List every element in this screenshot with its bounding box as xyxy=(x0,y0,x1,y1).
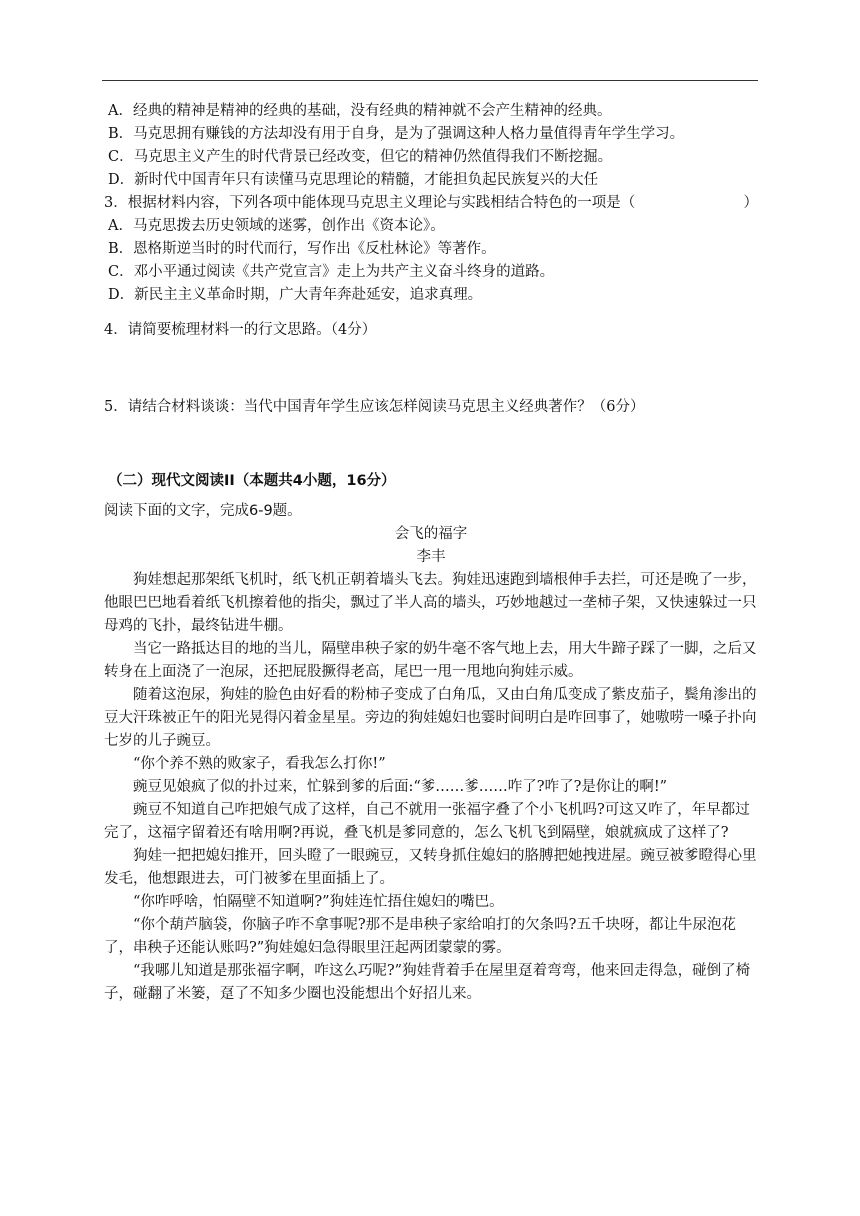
story-author: 李丰 xyxy=(416,549,446,565)
q3-stem: 3．根据材料内容，下列各项中能体现马克思主义理论与实践相结合特色的一项是（ xyxy=(104,195,636,211)
q3-option-b: B．恩格斯逆当时的时代而行，写作出《反杜林论》等著作。 xyxy=(108,241,496,257)
story-paragraph: 豌豆不知道自己咋把娘气成了这样，自己不就用一张福字叠了个小飞机吗?可这又咋了，年早都过完了，这福字留着还有啥用啊?再说，叠飞机是爹同意的，怎么飞机飞到隔壁，娘就疯成了这样了? xyxy=(104,802,750,841)
q3-option-d: D．新民主主义革命时期，广大青年奔赴延安，追求真理。 xyxy=(108,287,483,303)
q3-option-a: A．马克思拨去历史领域的迷雾，创作出《资本论》。 xyxy=(108,218,445,234)
story-body xyxy=(104,569,758,1006)
q3-option-c: C．邓小平通过阅读《共产党宣言》走上为共产主义奋斗终身的道路。 xyxy=(108,264,555,280)
story-paragraph: 豌豆见娘疯了似的扑过来，忙躲到爹的后面:“爹……爹……咋了?咋了?是你让的啊!” xyxy=(133,779,668,795)
q3-blank: ） xyxy=(743,195,758,211)
question-5: 5．请结合材料谈谈：当代中国青年学生应该怎样阅读马克思主义经典著作？（6分） xyxy=(104,399,645,415)
story-title: 会飞的福字 xyxy=(394,526,468,542)
story-paragraph: 随着这泡尿，狗娃的脸色由好看的粉柿子变成了白角瓜，又由白角瓜变成了紫皮茄子，鬓角渗出的豆大汗珠被正午的阳光晃得闪着金星星。旁边的狗娃媳妇也霎时间明白是咋回事了，她嗷唠一嗓子扑向七岁的儿子豌豆。 xyxy=(104,687,757,749)
question-4: 4．请简要梳理材料一的行文思路。（4分） xyxy=(104,322,377,338)
q2-options xyxy=(104,100,758,192)
q2-option-c: C．马克思主义产生的时代背景已经改变，但它的精神仍然值得我们不断挖掘。 xyxy=(108,149,613,165)
story-paragraph: “你个葫芦脑袋，你脑子咋不拿事呢?那不是串秧子家给咱打的欠条吗?五千块呀，都让牛尿泡花了，串秧子还能认账吗?”狗娃媳妇急得眼里汪起两团蒙蒙的雾。 xyxy=(104,917,736,956)
story-paragraph: “你咋呼啥，怕隔壁不知道啊?”狗娃连忙捂住媳妇的嘴巴。 xyxy=(133,894,504,910)
document-page xyxy=(104,100,758,1006)
q3-stem-line xyxy=(104,192,758,215)
q2-option-a: A．经典的精神是精神的经典的基础，没有经典的精神就不会产生精神的经典。 xyxy=(108,103,612,119)
question-3 xyxy=(104,192,758,307)
section-heading: （二）现代文阅读II（本题共4小题，16分） xyxy=(108,473,396,489)
story-paragraph: “你个养不熟的败家子，看我怎么打你!” xyxy=(133,756,386,772)
story-paragraph: 狗娃一把把媳妇推开，回头瞪了一眼豌豆，又转身抓住媳妇的胳膊把她拽进屋。豌豆被爹瞪得心里发毛，他想跟进去，可门被爹在里面插上了。 xyxy=(104,848,757,887)
story-paragraph: 狗娃想起那架纸飞机时，纸飞机正朝着墙头飞去。狗娃迅速跑到墙根伸手去拦，可还是晚了一步，他眼巴巴地看着纸飞机擦着他的指尖，飘过了半人高的墙头，巧妙地越过一垄柿子架，又快速躲过一只母鸡的飞扑，最终钻进牛棚。 xyxy=(104,572,757,634)
header-rule xyxy=(102,80,758,81)
reading-instruction: 阅读下面的文字，完成6-9题。 xyxy=(104,503,302,519)
story-paragraph: 当它一路抵达目的地的当儿，隔壁串秧子家的奶牛毫不客气地上去，用大牛蹄子踩了一脚，之后又转身在上面浇了一泡尿，还把屁股撅得老高，尾巴一甩一甩地向狗娃示威。 xyxy=(104,641,757,680)
q2-option-d: D．新时代中国青年只有读懂马克思理论的精髓，才能担负起民族复兴的大任 xyxy=(108,172,599,188)
q2-option-b: B．马克思拥有赚钱的方法却没有用于自身，是为了强调这种人格力量值得青年学生学习。 xyxy=(108,126,685,142)
story-paragraph: “我哪儿知道是那张福字啊，咋这么巧呢?”狗娃背着手在屋里趸着弯弯，他来回走得急，碰倒了椅子，碰翻了米篓，趸了不知多少圈也没能想出个好招儿来。 xyxy=(104,963,751,1002)
